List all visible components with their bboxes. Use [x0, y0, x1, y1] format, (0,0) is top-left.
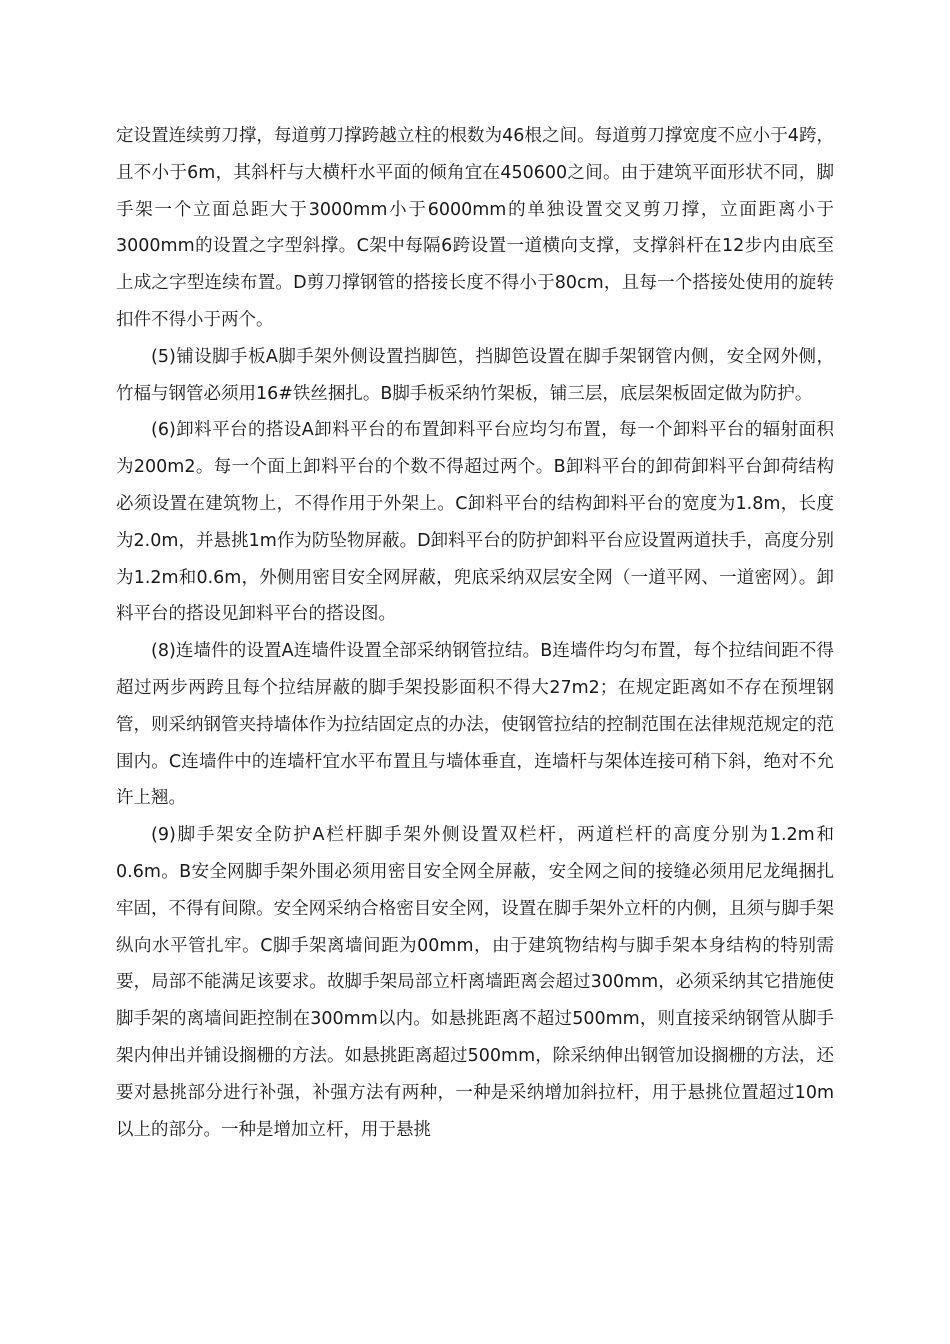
paragraph-8-wall-ties: (8)连墙件的设置A连墙件设置全部采纳钢管拉结。B连墙件均匀布置，每个拉结间距不得超过两步两跨且每个拉结屏蔽的脚手架投影面积不得大27m2；在规定距离如不存在预埋钢管，则采纳钢管夹持墙体作为拉结固定点的办法，使钢管拉结的控制范围在法律规范规定的范围内。C连墙件中的连墙杆宜水平布置且与墙体垂直，连墙杆与架体连接可稍下斜，绝对不允许上翘。: [116, 641, 834, 809]
body-text: [116, 118, 834, 1148]
paragraph-5-scaffold-board: (5)铺设脚手板A脚手架外侧设置挡脚笆，挡脚笆设置在脚手架钢管内侧，安全网外侧，竹楅与钢管必须用16#铁丝捆扎。B脚手板采纳竹架板，铺三层，底层架板固定做为防护。: [116, 346, 834, 404]
paragraph-9-safety-protection: (9)脚手架安全防护A栏杆脚手架外侧设置双栏杆，两道栏杆的高度分别为1.2m和0.6m。B安全网脚手架外围必须用密目安全网全屏蔽，安全网之间的接缝必须用尼龙绳捆扎牢固，不得有间隙。安全网采纳合格密目安全网，设置在脚手架外立杆的内侧，且须与脚手架纵向水平管扎牢。C脚手架离墙间距为00mm，由于建筑物结构与脚手架本身结构的特别需要，局部不能满足该要求。故脚手架局部立杆离墙距离会超过300mm，必须采纳其它措施使脚手架的离墙间距控制在300mm以内。如悬挑距离不超过500mm，则直接采纳钢管从脚手架内伸出并铺设搁栅的方法。如悬挑距离超过500mm，除采纳伸出钢管加设搁栅的方法，还要对悬挑部分进行补强，补强方法有两种，一种是采纳增加斜拉杆，用于悬挑位置超过10m以上的部分。一种是增加立杆，用于悬挑: [116, 825, 834, 1140]
paragraph-6-unloading-platform: (6)卸料平台的搭设A卸料平台的布置卸料平台应均匀布置，每一个卸料平台的辐射面积为200m2。每一个面上卸料平台的个数不得超过两个。B卸料平台的卸荷卸料平台卸荷结构必须设置在建筑物上，不得作用于外架上。C卸料平台的结构卸料平台的宽度为1.8m，长度为2.0m，并悬挑1m作为防坠物屏蔽。D卸料平台的防护卸料平台应设置两道扶手，高度分别为1.2m和0.6m，外侧用密目安全网屏蔽，兜底采纳双层安全网（一道平网、一道密网）。卸料平台的搭设见卸料平台的搭设图。: [116, 420, 834, 625]
paragraph-continued-scissor-brace: 定设置连续剪刀撑，每道剪刀撑跨越立柱的根数为46根之间。每道剪刀撑宽度不应小于4跨，且不小于6m，其斜杆与大横杆水平面的倾角宜在450600之间。由于建筑平面形状不同，脚手架一个立面总距大于3000mm小于6000mm的单独设置交叉剪刀撑，立面距离小于3000mm的设置之字型斜撑。C架中每隔6跨设置一道横向支撑，支撑斜杆在12步内由底至上成之字型连续布置。D剪刀撑钢管的搭接长度不得小于80cm，且每一个搭接处使用的旋转扣件不得小于两个。: [116, 126, 834, 330]
